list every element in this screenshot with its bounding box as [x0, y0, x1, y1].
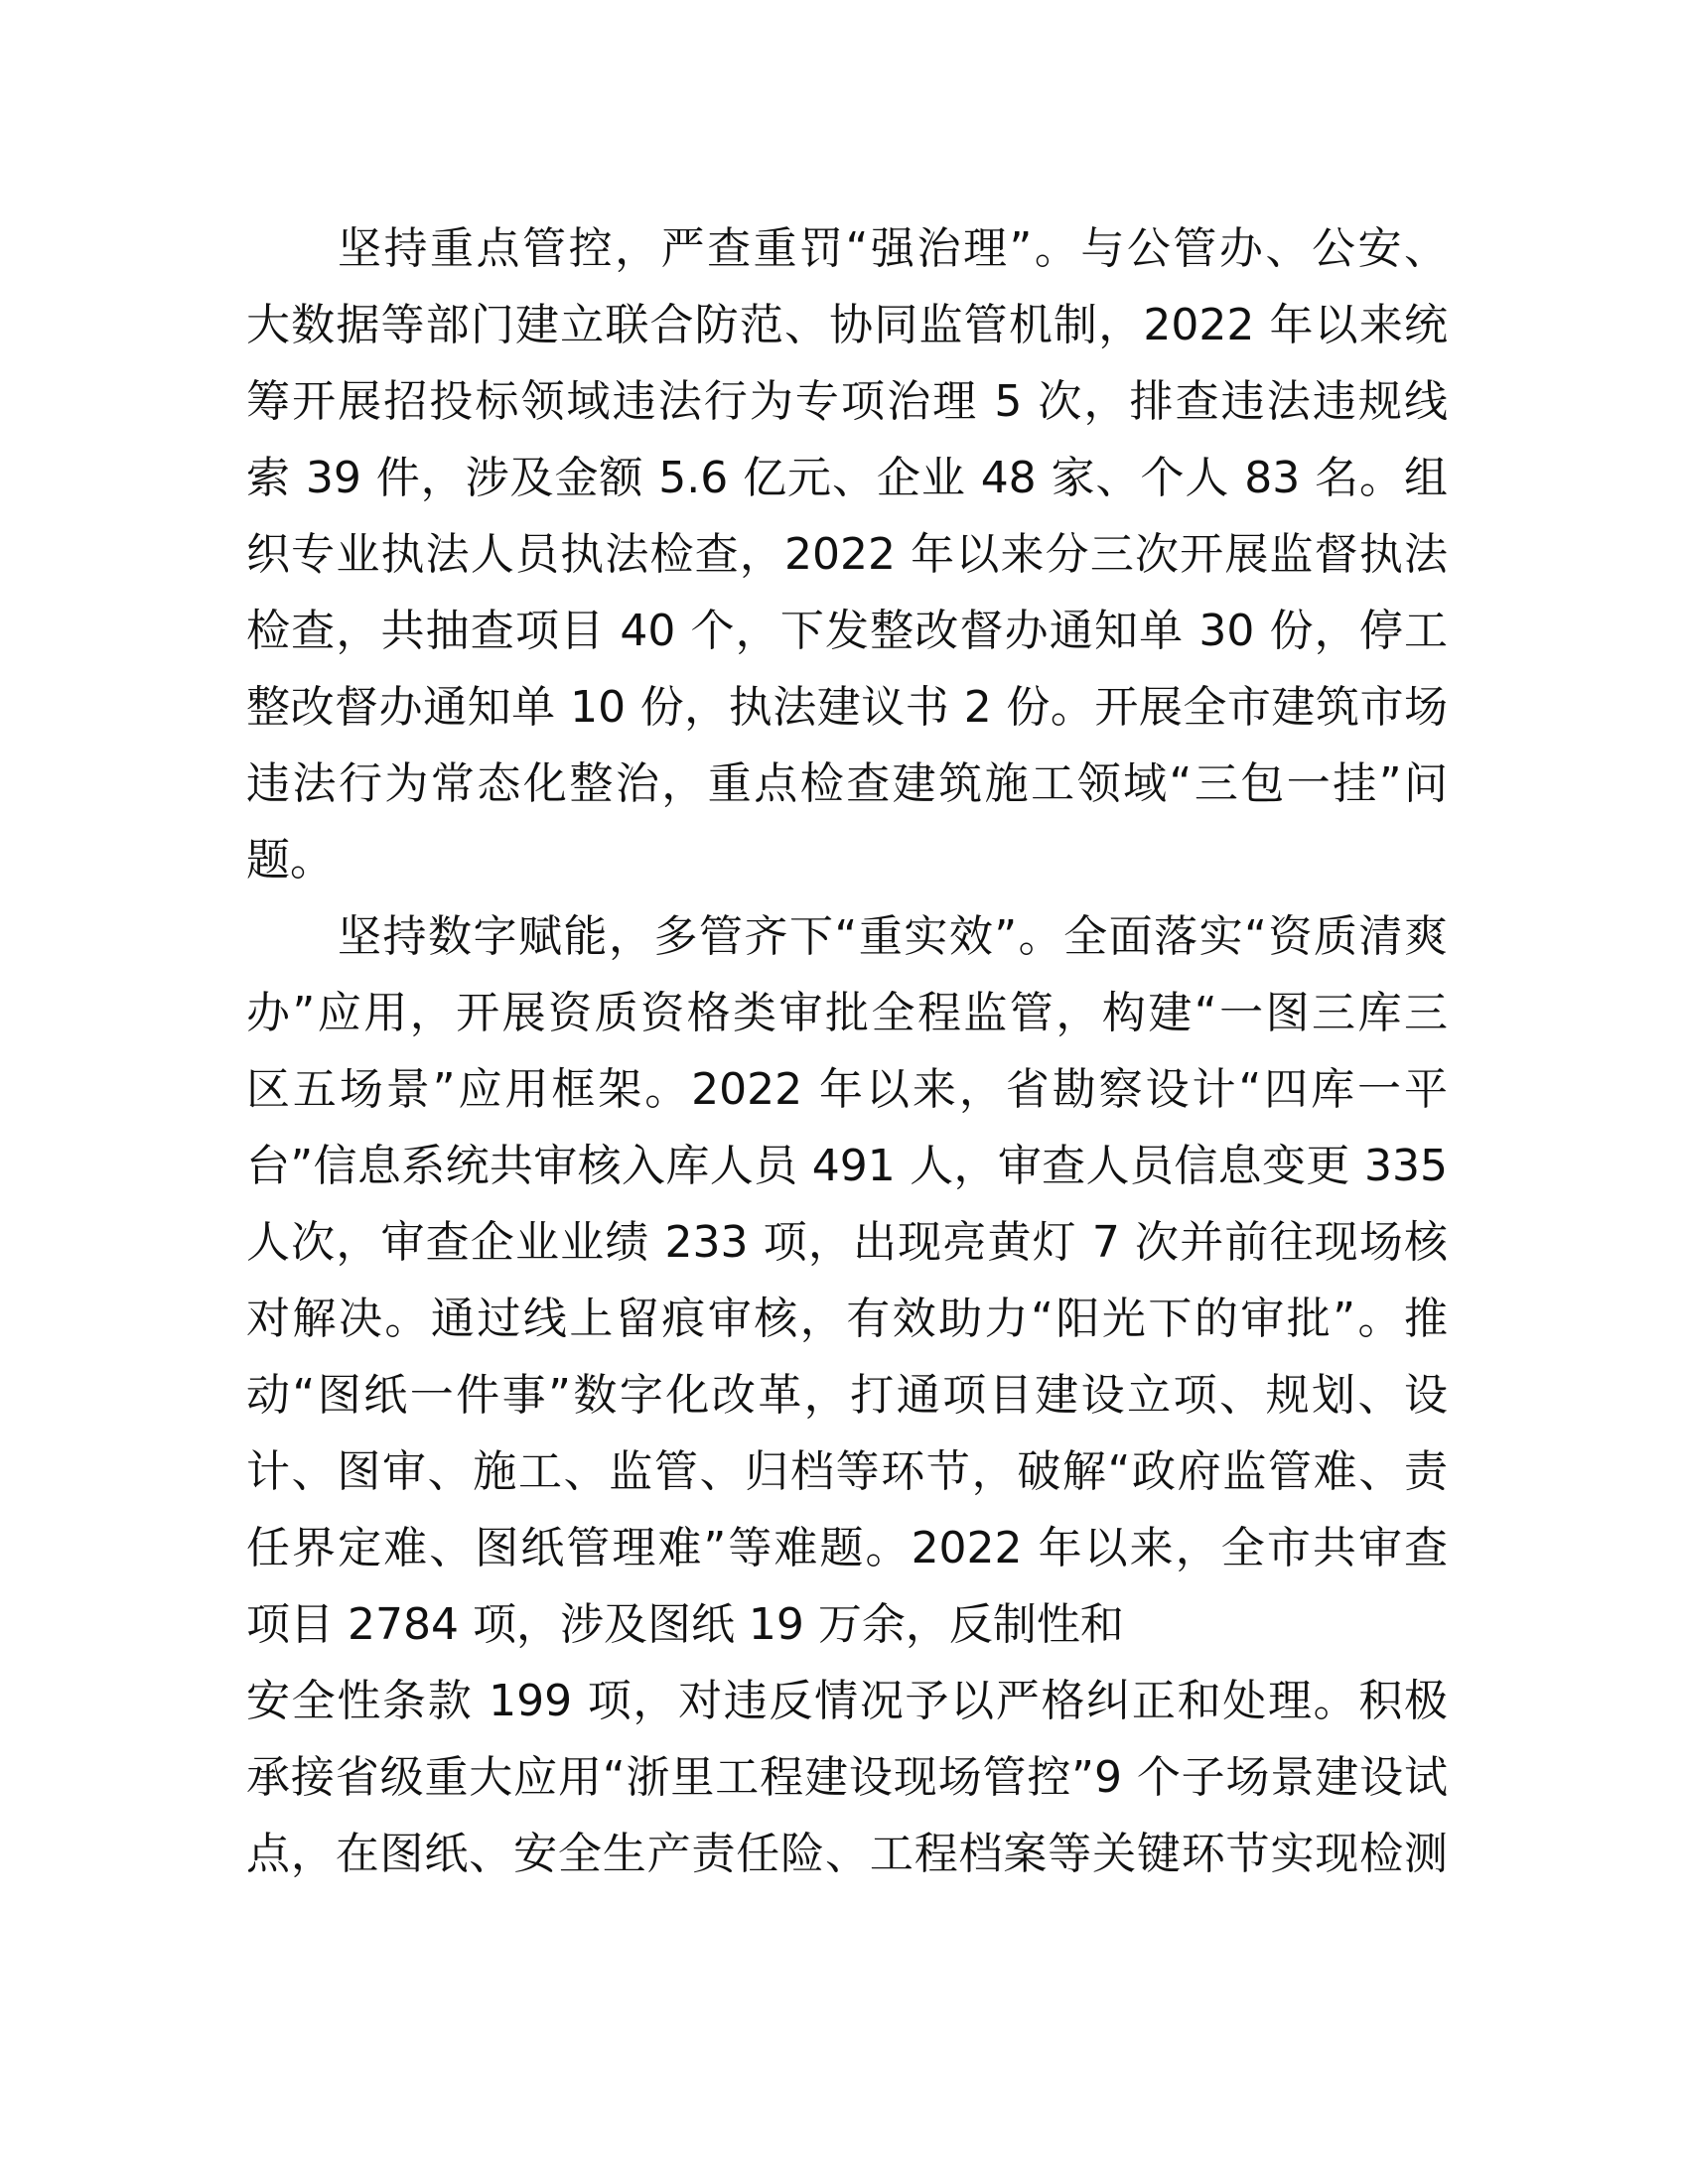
paragraph-line: 点，在图纸、安全生产责任险、工程档案等关键环节实现检测 [246, 1829, 1448, 1879]
paragraph-line: 整改督办通知单 10 份，执法建议书 2 份。开展全市建筑市场 [246, 682, 1448, 733]
paragraph-line: 办”应用，开展资质资格类审批全程监管，构建“一图三库三 [246, 988, 1448, 1038]
paragraph-line: 检查，共抽查项目 40 个，下发整改督办通知单 30 份，停工 [246, 606, 1448, 656]
paragraph-line: 台”信息系统共审核入库人员 491 人，审查人员信息变更 335 [246, 1141, 1448, 1191]
paragraph-line: 任界定难、图纸管理难”等难题。2022 年以来，全市共审查 [246, 1523, 1448, 1573]
paragraph-line: 坚持重点管控，严查重罚“强治理”。与公管办、公安、 [338, 223, 1448, 274]
paragraph-line: 项目 2784 项，涉及图纸 19 万余，反制性和 [246, 1599, 1124, 1650]
paragraph-line: 动“图纸一件事”数字化改革，打通项目建设立项、规划、设 [246, 1370, 1448, 1421]
paragraph-line: 承接省级重大应用“浙里工程建设现场管控”9 个子场景建设试 [246, 1752, 1448, 1803]
paragraph-line: 人次，审查企业业绩 233 项，出现亮黄灯 7 次并前往现场核 [246, 1217, 1448, 1268]
body-text [246, 210, 1448, 1892]
paragraph-line: 计、图审、施工、监管、归档等环节，破解“政府监管难、责 [246, 1446, 1448, 1497]
paragraph-line: 区五场景”应用框架。2022 年以来，省勘察设计“四库一平 [246, 1064, 1448, 1115]
paragraph-line: 对解决。通过线上留痕审核，有效助力“阳光下的审批”。推 [246, 1294, 1448, 1344]
paragraph-2 [246, 898, 1448, 1892]
paragraph-line: 筹开展招投标领域违法行为专项治理 5 次，排查违法违规线 [246, 376, 1448, 427]
paragraph-line: 织专业执法人员执法检查，2022 年以来分三次开展监督执法 [246, 529, 1448, 580]
paragraph-line: 索 39 件，涉及金额 5.6 亿元、企业 48 家、个人 83 名。组 [246, 453, 1448, 503]
paragraph-line: 坚持数字赋能，多管齐下“重实效”。全面落实“资质清爽 [338, 911, 1448, 962]
paragraph-line: 安全性条款 199 项，对违反情况予以严格纠正和处理。积极 [246, 1676, 1448, 1726]
paragraph-line: 题。 [246, 835, 334, 886]
paragraph-1 [246, 210, 1448, 898]
paragraph-line: 违法行为常态化整治，重点检查建筑施工领域“三包一挂”问 [246, 758, 1448, 809]
paragraph-line: 大数据等部门建立联合防范、协同监管机制，2022 年以来统 [246, 300, 1448, 350]
